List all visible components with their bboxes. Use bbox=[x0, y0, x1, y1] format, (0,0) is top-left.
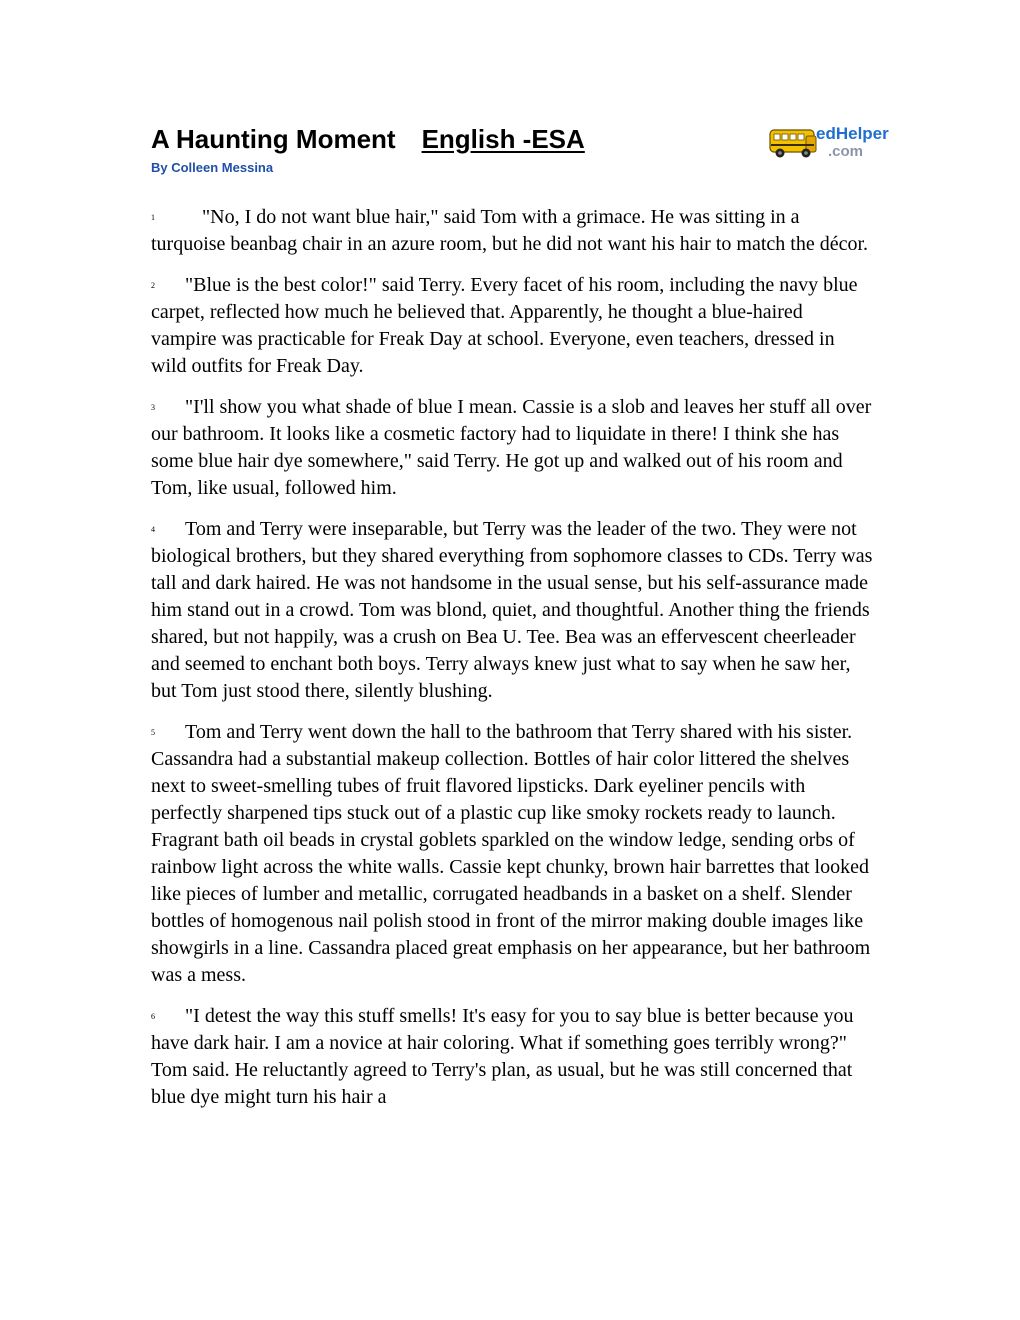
paragraph-text: Tom and Terry were inseparable, but Terry was the leader of the two. They were not biological brothers, but they shared everything from sophomore classes to CDs. Terry was tall and dark haired. He was not handsome in the usual sense, but his self-assurance made him stand out in a crowd. Tom was blond, quiet, and thoughtful. Another thing the friends shared, but not happily, was a crush on Bea U. Tee. Bea was an effervescent cheerleader and seemed to enchant both boys. Terry always knew just what to say when he saw her, but Tom just stood there, silently blushing. bbox=[151, 518, 873, 702]
paragraph-number: 3 bbox=[151, 403, 155, 413]
story-paragraph bbox=[151, 204, 873, 258]
paragraph-number: 5 bbox=[151, 728, 155, 738]
paragraph-text: "I detest the way this stuff smells! It's easy for you to say blue is better because you have dark hair. I am a novice at hair coloring. What if something goes terribly wrong?" Tom said. He reluctantly agreed to Terry's plan, as usual, but he was still concerned that blue dye might turn his hair a bbox=[151, 1005, 854, 1108]
story-body bbox=[151, 204, 873, 1125]
reading-level-label: English -ESA bbox=[421, 124, 585, 154]
edhelper-logo bbox=[768, 122, 889, 162]
paragraph-number: 2 bbox=[151, 281, 155, 291]
author-byline: By Colleen Messina bbox=[151, 160, 274, 175]
paragraph-text: "No, I do not want blue hair," said Tom with a grimace. He was sitting in a turquoise beanbag chair in an azure room, but he did not want his hair to match the décor. bbox=[151, 206, 869, 255]
school-bus-icon bbox=[768, 122, 889, 162]
page-title: A Haunting Moment bbox=[151, 124, 396, 154]
paragraph-number: 1 bbox=[151, 213, 155, 223]
story-paragraph bbox=[151, 516, 873, 705]
story-paragraph bbox=[151, 394, 873, 502]
paragraph-text: "I'll show you what shade of blue I mean. Cassie is a slob and leaves her stuff all over our bathroom. It looks like a cosmetic factory had to liquidate in there! I think she has some blue hair dye somewhere," said Terry. He got up and walked out of his room and Tom, like usual, followed him. bbox=[151, 396, 872, 499]
paragraph-number: 4 bbox=[151, 525, 155, 535]
story-paragraph bbox=[151, 272, 873, 380]
paragraph-text: Tom and Terry went down the hall to the bathroom that Terry shared with his sister. Cassandra had a substantial makeup collection. Bottles of hair color littered the shelves next to sweet-smelling tubes of fruit flavored lipsticks. Dark eyeliner pencils with perfectly sharpened tips stuck out of a plastic cup like smoky rockets ready to launch. Fragrant bath oil beads in crystal goblets sparkled on the window ledge, sending orbs of rainbow light across the white walls. Cassie kept chunky, brown hair barrettes that looked like pieces of lumber and metallic, corrugated headbands in a basket on a shelf. Slender bottles of homogenous nail polish stood in front of the mirror making double images like showgirls in a line. Cassandra placed great emphasis on her appearance, but her bathroom was a mess. bbox=[151, 721, 871, 986]
story-paragraph bbox=[151, 719, 873, 989]
story-paragraph bbox=[151, 1003, 873, 1111]
logo-brand-text: edHelper bbox=[816, 124, 889, 143]
paragraph-text: "Blue is the best color!" said Terry. Every facet of his room, including the navy blue carpet, reflected how much he believed that. Apparently, he thought a blue-haired vampire was practicable for Freak Day at school. Everyone, even teachers, dressed in wild outfits for Freak Day. bbox=[151, 274, 858, 377]
paragraph-number: 6 bbox=[151, 1012, 155, 1022]
logo-domain-text: .com bbox=[828, 143, 864, 160]
